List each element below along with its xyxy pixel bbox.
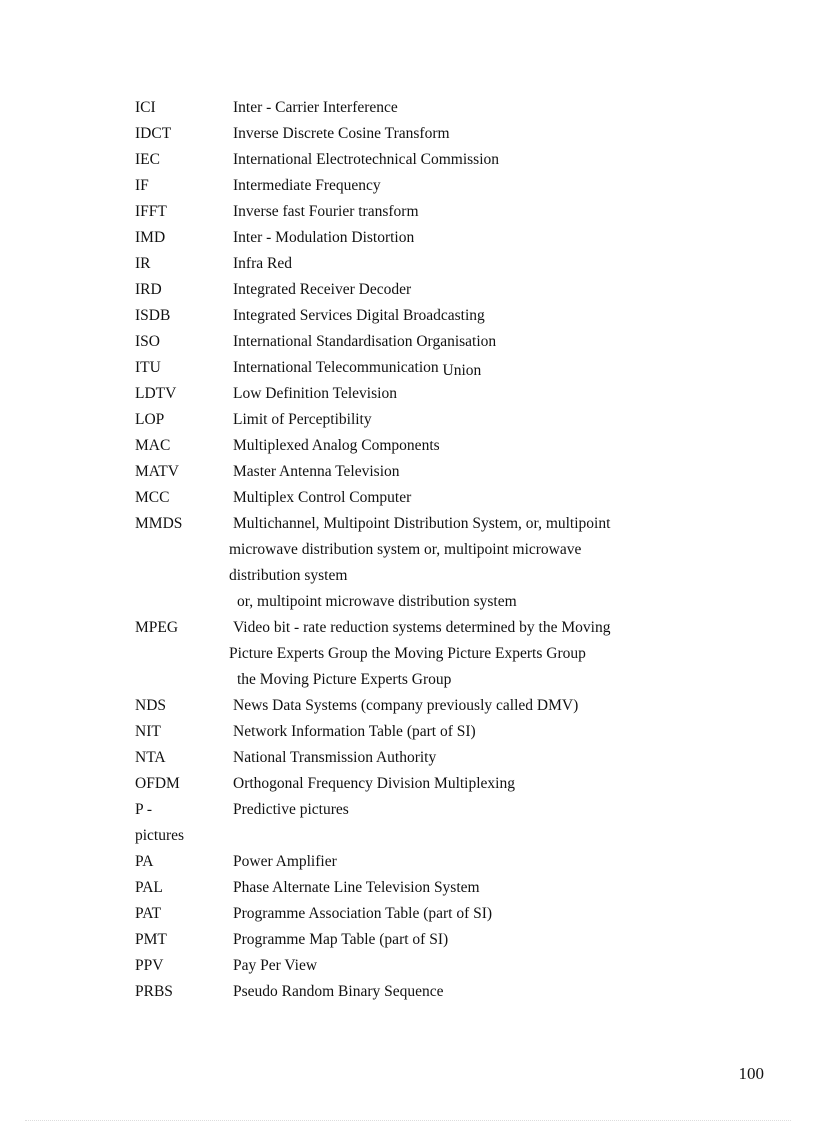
abbreviation-definition: Integrated Receiver Decoder	[233, 281, 412, 298]
abbreviation-definition: Multiplex Control Computer	[233, 489, 412, 506]
abbreviation-term: ISO	[135, 333, 160, 350]
list-item	[135, 875, 695, 901]
abbreviation-definition: News Data Systems (company previously called DMV)	[233, 697, 579, 714]
abbreviation-term: MPEG	[135, 619, 179, 636]
list-item	[135, 979, 695, 1005]
abbreviation-term: PAT	[135, 905, 162, 922]
list-item	[135, 849, 695, 875]
abbreviation-term: ICI	[135, 99, 156, 116]
abbreviation-definition: Pseudo Random Binary Sequence	[233, 983, 444, 1000]
abbreviation-term: ITU	[135, 359, 161, 376]
list-item	[135, 251, 695, 277]
abbreviation-term: OFDM	[135, 775, 180, 792]
abbreviation-term: MMDS	[135, 515, 183, 532]
abbreviation-term: PA	[135, 853, 154, 870]
abbreviation-definition: Network Information Table (part of SI)	[233, 723, 476, 740]
list-item	[135, 277, 695, 303]
list-item	[135, 459, 695, 485]
abbreviation-definition: Infra Red	[233, 255, 292, 272]
abbreviation-definition: Inter - Carrier Interference	[233, 99, 398, 116]
list-item	[135, 797, 695, 849]
abbreviation-definition: Phase Alternate Line Television System	[233, 879, 480, 896]
definition-continuation: distribution system	[229, 567, 348, 584]
list-item	[135, 355, 695, 381]
abbreviation-definition: Low Definition Television	[233, 385, 397, 402]
abbreviation-term: IFFT	[135, 203, 167, 220]
abbreviation-term: LDTV	[135, 385, 177, 402]
abbreviation-term: IF	[135, 177, 149, 194]
abbreviation-definition: Integrated Services Digital Broadcasting	[233, 307, 485, 324]
list-item	[135, 771, 695, 797]
abbreviation-definition: International Standardisation Organisation	[233, 333, 497, 350]
abbreviation-term: IR	[135, 255, 151, 272]
abbreviation-definition: Inverse Discrete Cosine Transform	[233, 125, 450, 142]
abbreviation-term: PRBS	[135, 983, 173, 1000]
abbreviation-definition: National Transmission Authority	[233, 749, 437, 766]
page-number: 100	[738, 1064, 764, 1083]
term-continuation: pictures	[135, 827, 185, 844]
abbreviation-definition: Pay Per View	[233, 957, 318, 974]
list-item	[135, 173, 695, 199]
list-item	[135, 953, 695, 979]
abbreviation-term: IDCT	[135, 125, 172, 142]
list-item	[135, 303, 695, 329]
abbreviation-definition: Power Amplifier	[233, 853, 337, 870]
abbreviation-term: PPV	[135, 957, 164, 974]
definition-text: International Telecommunication	[233, 359, 439, 376]
list-item	[135, 927, 695, 953]
list-item	[135, 121, 695, 147]
list-item	[135, 511, 695, 615]
abbreviation-definition	[233, 355, 695, 381]
list-item	[135, 407, 695, 433]
list-item	[135, 485, 695, 511]
abbreviation-definition: Multichannel, Multipoint Distribution System, or, multipoint	[233, 515, 611, 532]
list-item	[135, 719, 695, 745]
list-item	[135, 433, 695, 459]
abbreviation-term: IEC	[135, 151, 160, 168]
list-item	[135, 199, 695, 225]
abbreviation-term: PMT	[135, 931, 167, 948]
list-item	[135, 147, 695, 173]
abbreviation-term: IMD	[135, 229, 166, 246]
abbreviation-term: ISDB	[135, 307, 171, 324]
definition-continuation: Picture Experts Group the Moving Picture Experts Group	[229, 645, 586, 662]
abbreviation-definition: Orthogonal Frequency Division Multiplexing	[233, 775, 515, 792]
definition-tail: Union	[442, 362, 482, 379]
list-item	[135, 95, 695, 121]
abbreviation-term: PAL	[135, 879, 163, 896]
abbreviation-definition: Inverse fast Fourier transform	[233, 203, 419, 220]
abbreviation-term: LOP	[135, 411, 165, 428]
abbreviation-definition: Limit of Perceptibility	[233, 411, 372, 428]
abbreviation-term: MAC	[135, 437, 171, 454]
list-item	[135, 745, 695, 771]
abbreviation-definition: Programme Association Table (part of SI)	[233, 905, 493, 922]
abbreviation-definition: Predictive pictures	[233, 801, 349, 818]
abbreviation-term: NIT	[135, 723, 161, 740]
abbreviation-definition: Programme Map Table (part of SI)	[233, 931, 449, 948]
definition-continuation: the Moving Picture Experts Group	[237, 671, 452, 688]
abbreviation-term: MATV	[135, 463, 179, 480]
abbreviation-term: NDS	[135, 697, 167, 714]
list-item	[135, 225, 695, 251]
list-item	[135, 693, 695, 719]
abbreviation-term: P -	[135, 801, 153, 818]
list-item	[135, 901, 695, 927]
abbreviation-term: IRD	[135, 281, 162, 298]
abbreviation-definition: Inter - Modulation Distortion	[233, 229, 415, 246]
abbreviation-definition: Video bit - rate reduction systems determined by the Moving	[233, 619, 611, 636]
abbreviation-definition: International Electrotechnical Commission	[233, 151, 500, 168]
abbreviation-term: NTA	[135, 749, 166, 766]
list-item	[135, 615, 695, 693]
definition-continuation: microwave distribution system or, multipoint microwave	[229, 541, 582, 558]
abbreviation-definition: Intermediate Frequency	[233, 177, 381, 194]
list-item	[135, 381, 695, 407]
abbreviation-definition: Master Antenna Television	[233, 463, 400, 480]
abbreviation-term: MCC	[135, 489, 170, 506]
abbreviation-definition: Multiplexed Analog Components	[233, 437, 440, 454]
list-item	[135, 329, 695, 355]
definition-continuation: or, multipoint microwave distribution system	[237, 593, 517, 610]
footer-divider	[25, 1120, 791, 1121]
abbreviation-list	[135, 95, 695, 1005]
